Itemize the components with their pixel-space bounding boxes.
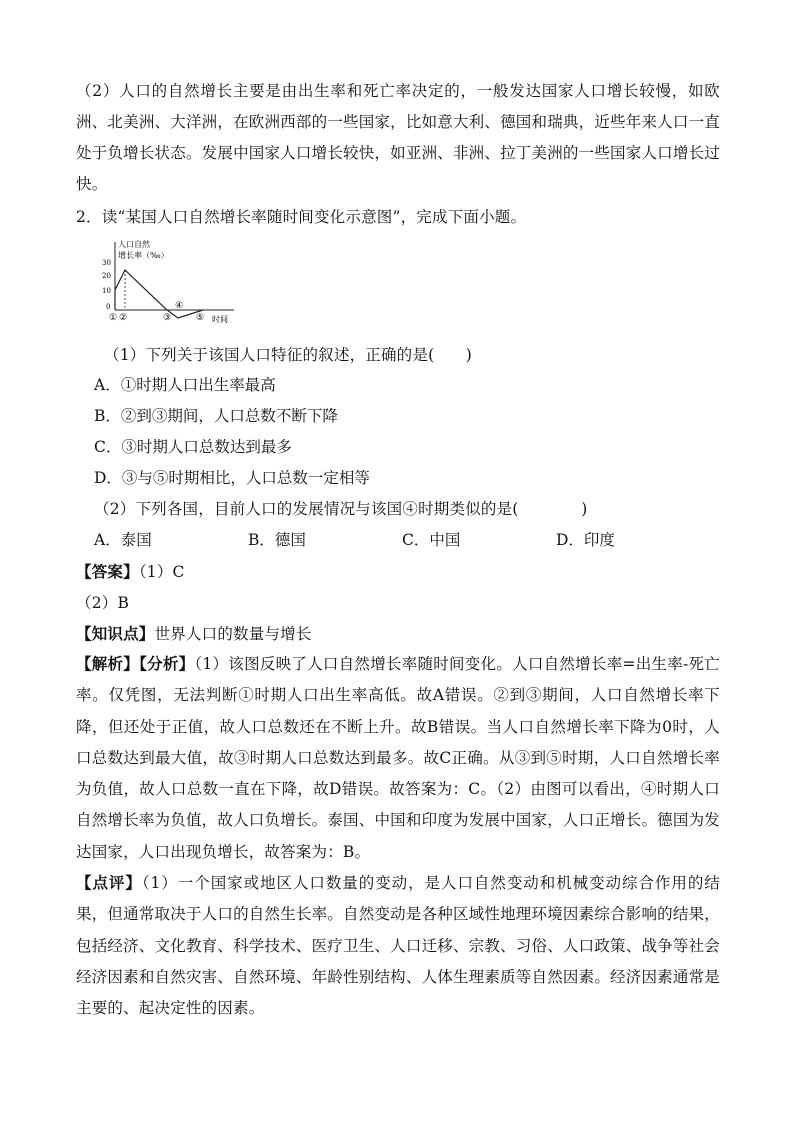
sub2-option-b: B．德国 [248,531,306,549]
figure-label-5: ⑤ [196,313,205,323]
comment-paragraph [76,867,720,1024]
sub1-option-d: D．③与⑤时期相比，人口总数一定相等 [94,469,370,487]
figure-ylabel-line1: 人口自然 [118,240,150,249]
sub1-option-a: A．①时期人口出生率最高 [94,376,276,394]
knowledge-line [76,622,312,644]
figure-label-1: ① [109,313,118,323]
figure-label-2: ② [119,313,128,323]
figure-growth-line [115,270,203,318]
figure-xlabel: 时间 [212,315,228,324]
analysis-text: （1）该图反映了人口自然增长率随时间变化。人口自然增长率=出生率-死亡率。仅凭图，无法判断①时期人口出生率高低。故A错误。②到③期间，人口自然增长率下降，但还处于正值，故人口总数还在不断上升。故B错误。当人口自然增长率下降为0时，人口总数达到最大值，故③时期人口总数达到最多。故C正确。从③到⑤时期，人口自然增长率为负值，故人口总数一直在下降，故D错误。故答案为：C。（2）由图可以看出，④时期人口自然增长率为负值，故人口负增长。泰国、中国和印度为发展中国家，人口正增长。德国为发达国家，人口出现负增长，故答案为：B。 [76,655,720,861]
sub2-option-d: D．印度 [556,531,615,549]
figure-label-4: ④ [175,301,184,311]
answer-2: （2）B [76,594,130,612]
sub-question-1-prompt: （1）下列关于该国人口特征的叙述，正确的是( ) [104,346,472,364]
figure-ytick-30: 30 [102,259,111,267]
sub2-option-a: A．泰国 [94,531,152,549]
analysis-paragraph [76,648,720,868]
sub1-option-b: B．②到③期间，人口总数不断下降 [94,407,338,425]
answer-1: （1）C [138,563,185,581]
sub-question-2-prompt: （2）下列各国，目前人口的发展情况与该国④时期类似的是( ) [94,500,588,518]
figure-ylabel-line2: 增长率（‰） [118,251,169,260]
answer-line [76,560,185,582]
question-2-stem: 2．读“某国人口自然增长率随时间变化示意图”，完成下面小题。 [76,208,527,226]
previous-answer-paragraph: （2）人口的自然增长主要是由出生率和死亡率决定的，一般发达国家人口增长较慢，如欧洲、北美洲、大洋洲，在欧洲西部的一些国家，比如意大利、德国和瑞典，近些年来人口一直处于负增长状态。发展中国家人口增长较快，如亚洲、非洲、拉丁美洲的一些国家人口增长过快。 [76,82,720,193]
sub1-option-c: C．③时期人口总数达到最多 [94,438,292,456]
answer-tag: 【答案】 [76,562,139,581]
figure-ytick-20: 20 [102,272,111,280]
population-growth-figure [100,238,240,326]
sub2-option-c: C．中国 [402,531,461,549]
comment-tag: 【点评】 [76,873,142,892]
knowledge-tag: 【知识点】 [76,624,155,643]
comment-text: （1）一个国家或地区人口数量的变动，是人口自然变动和机械变动综合作用的结果，但通常取决于人口的自然生长率。自然变动是各种区域性地理环境因素综合影响的结果，包括经济、文化教育、科学技术、医疗卫生、人口迁移、宗教、习俗、人口政策、战争等社会经济因素和自然灾害、自然环境、年龄性别结构、人体生理素质等自然因素。经济因素通常是主要的、起决定性的因素。 [76,874,720,1018]
analysis-tag: 【解析】【分析】 [76,654,195,673]
figure-label-3: ③ [163,313,172,323]
knowledge-text: 世界人口的数量与增长 [154,625,312,643]
figure-ytick-0: 0 [106,303,111,311]
figure-ytick-10: 10 [102,287,111,295]
